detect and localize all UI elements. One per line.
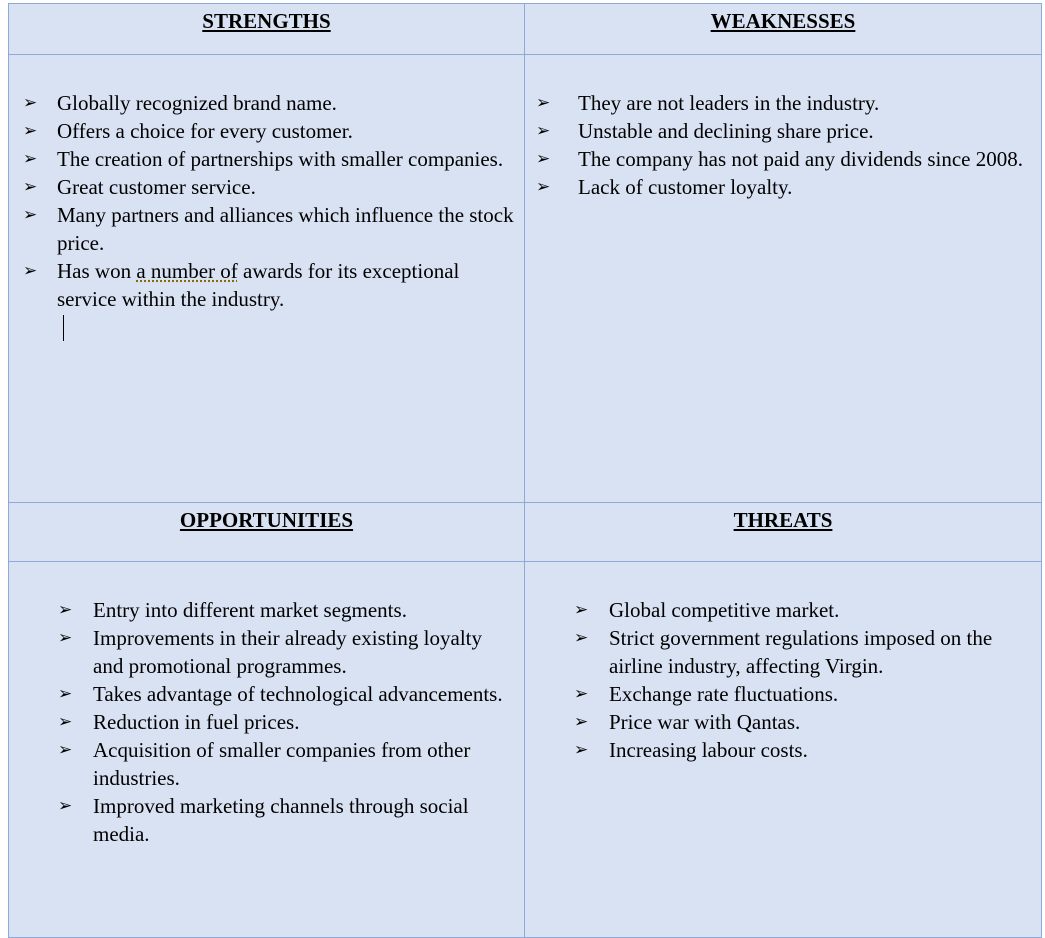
arrow-bullet-icon: ➢: [58, 684, 73, 703]
arrow-bullet-icon: ➢: [58, 740, 73, 759]
spelling-squiggle[interactable]: a number of: [136, 259, 238, 283]
list-item: ➢ Increasing labour costs.: [574, 738, 808, 762]
list-item: ➢ Entry into different market segments.: [58, 598, 407, 622]
arrow-bullet-icon: ➢: [58, 712, 73, 731]
arrow-bullet-icon: ➢: [23, 261, 38, 280]
weaknesses-list: [536, 89, 1038, 201]
list-item: ➢ Acquisition of smaller companies from other industries.: [58, 738, 471, 790]
list-item: ➢ The company has not paid any dividends since 2008.: [536, 147, 1023, 171]
list-item: ➢ Many partners and alliances which influence the stock price.: [23, 203, 514, 255]
strengths-header-cell[interactable]: [9, 4, 525, 55]
arrow-bullet-icon: ➢: [23, 121, 38, 140]
list-item: ➢ Global competitive market.: [574, 598, 840, 622]
arrow-bullet-icon: ➢: [23, 205, 38, 224]
list-item: ➢ Offers a choice for every customer.: [23, 119, 353, 143]
list-item: ➢ Exchange rate fluctuations.: [574, 682, 839, 706]
list-item: ➢ Improvements in their already existing loyalty and promotional programmes.: [58, 626, 482, 678]
arrow-bullet-icon: ➢: [58, 628, 73, 647]
threats-list: [574, 596, 1039, 764]
arrow-bullet-icon: ➢: [23, 177, 38, 196]
opportunities-heading: OPPORTUNITIES: [179, 508, 354, 532]
arrow-bullet-icon: ➢: [58, 796, 73, 815]
arrow-bullet-icon: ➢: [23, 93, 38, 112]
list-item: ➢ Improved marketing channels through social media.: [58, 794, 469, 846]
list-item: ➢ Lack of customer loyalty.: [536, 175, 793, 199]
arrow-bullet-icon: ➢: [536, 93, 551, 112]
arrow-bullet-icon: ➢: [574, 628, 589, 647]
arrow-bullet-icon: ➢: [574, 684, 589, 703]
opportunities-body-cell[interactable]: [9, 562, 525, 938]
list-item: ➢ Takes advantage of technological advancements.: [58, 682, 503, 706]
list-item: ➢ Has won a number of awards for its exceptional service within the industry.: [23, 259, 460, 311]
threats-header-cell[interactable]: [525, 503, 1042, 562]
strengths-body-cell[interactable]: [9, 55, 525, 503]
opportunities-list: [58, 596, 511, 848]
strengths-heading: STRENGTHS: [202, 9, 331, 33]
list-item: ➢ The creation of partnerships with smaller companies.: [23, 147, 504, 171]
list-item: ➢ Price war with Qantas.: [574, 710, 801, 734]
arrow-bullet-icon: ➢: [58, 600, 73, 619]
list-item: ➢ Great customer service.: [23, 175, 256, 199]
list-item: ➢ Strict government regulations imposed on the airline industry, affecting Virgin.: [574, 626, 993, 678]
weaknesses-heading: WEAKNESSES: [710, 9, 856, 33]
strengths-list: [23, 89, 523, 313]
arrow-bullet-icon: ➢: [536, 149, 551, 168]
arrow-bullet-icon: ➢: [574, 740, 589, 759]
threats-body-cell[interactable]: [525, 562, 1042, 938]
list-item: ➢ Globally recognized brand name.: [23, 91, 337, 115]
threats-heading: THREATS: [733, 508, 833, 532]
list-item: ➢ Reduction in fuel prices.: [58, 710, 300, 734]
opportunities-header-cell[interactable]: [9, 503, 525, 562]
text-cursor: [63, 315, 64, 341]
weaknesses-body-cell[interactable]: [525, 55, 1042, 503]
list-item: ➢ They are not leaders in the industry.: [536, 91, 880, 115]
arrow-bullet-icon: ➢: [536, 177, 551, 196]
weaknesses-header-cell[interactable]: [525, 4, 1042, 55]
arrow-bullet-icon: ➢: [536, 121, 551, 140]
arrow-bullet-icon: ➢: [574, 600, 589, 619]
swot-table: [8, 3, 1042, 938]
arrow-bullet-icon: ➢: [23, 149, 38, 168]
arrow-bullet-icon: ➢: [574, 712, 589, 731]
list-item: ➢ Unstable and declining share price.: [536, 119, 874, 143]
